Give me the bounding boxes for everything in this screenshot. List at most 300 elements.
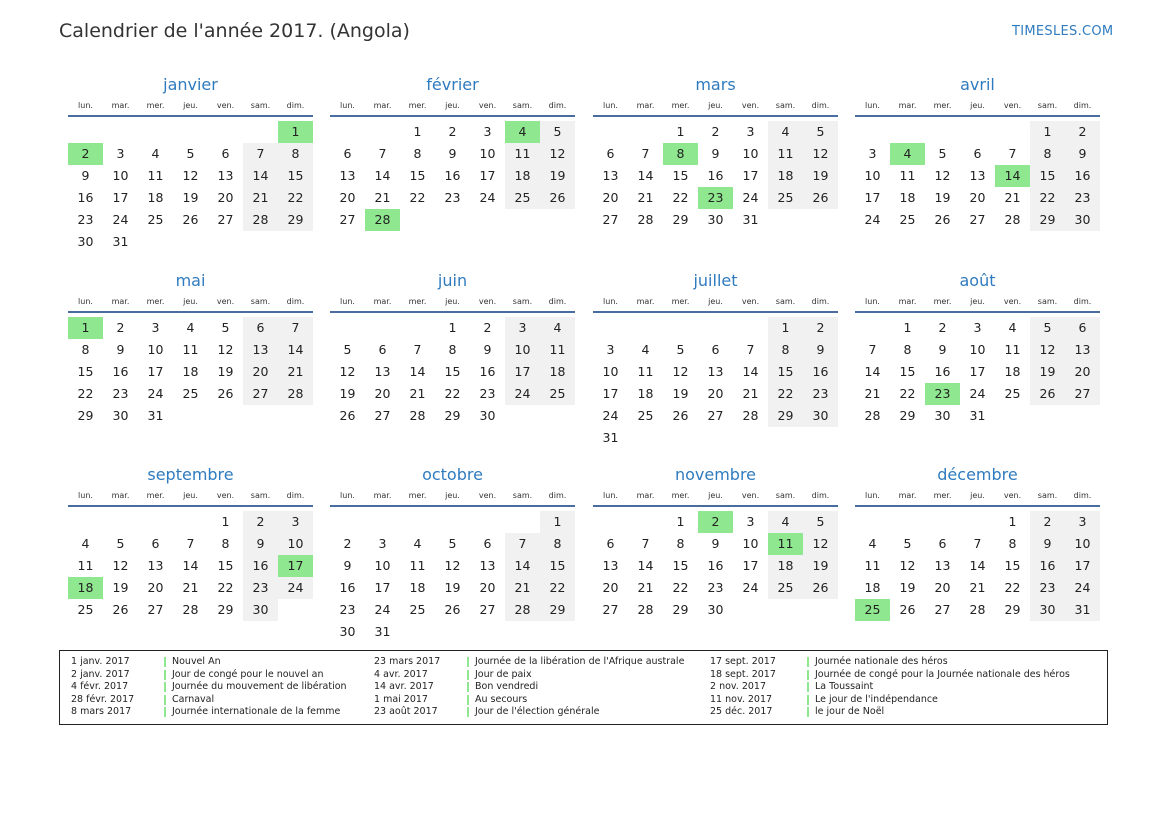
legend-holiday-name: Journée de congé pour la Journée nationale des héros (815, 668, 1070, 680)
day-cell: 22 (768, 383, 803, 405)
day-cell: 30 (1030, 599, 1065, 621)
month-2 (330, 75, 575, 260)
day-cell: 17 (479, 168, 496, 183)
month-4 (855, 75, 1100, 260)
holiday-day-cell: 1 (68, 317, 103, 339)
day-cell: 11 (505, 143, 540, 165)
day-cell: 11 (182, 342, 199, 357)
day-cell: 7 (868, 342, 877, 357)
month-6 (330, 271, 575, 456)
day-cell: 29 (217, 602, 234, 617)
day-cell: 16 (444, 168, 461, 183)
day-cell: 13 (479, 558, 496, 573)
day-cell: 6 (243, 317, 278, 339)
weekday-label: ven. (741, 101, 760, 110)
day-cell: 22 (1030, 187, 1065, 209)
day-cell: 10 (969, 342, 986, 357)
legend-date: 4 févr. 2017 (71, 681, 129, 692)
day-cell: 19 (339, 386, 356, 401)
day-cell: 6 (151, 536, 160, 551)
holiday-day-cell: 4 (505, 121, 540, 143)
day-cell: 7 (378, 146, 387, 161)
weekday-label: mer. (671, 101, 690, 110)
legend-holiday-name: Jour de l'élection générale (475, 706, 600, 717)
day-cell: 6 (343, 146, 352, 161)
day-cell: 17 (1065, 555, 1100, 577)
month-name: mars (695, 75, 736, 94)
day-cell: 27 (147, 602, 164, 617)
weekday-label: sam. (775, 491, 796, 500)
day-cell: 17 (742, 168, 759, 183)
legend-date: 18 sept. 2017 (710, 668, 776, 680)
legend-date: 28 févr. 2017 (71, 693, 135, 705)
day-cell: 26 (444, 602, 461, 617)
day-cell: 27 (602, 602, 619, 617)
day-cell: 27 (339, 212, 356, 227)
day-cell: 22 (444, 386, 461, 401)
day-cell: 19 (540, 165, 575, 187)
day-cell: 3 (505, 317, 540, 339)
day-cell: 1 (768, 317, 803, 339)
legend-date: 23 août 2017 (374, 706, 438, 717)
month-name: avril (960, 75, 995, 94)
day-cell: 31 (969, 408, 986, 423)
day-cell: 19 (217, 364, 234, 379)
day-cell: 8 (413, 146, 422, 161)
day-cell: 4 (768, 511, 803, 533)
legend-holiday-marker (164, 707, 166, 717)
day-cell: 25 (768, 577, 803, 599)
day-cell: 9 (1065, 143, 1100, 165)
day-cell: 11 (147, 168, 164, 183)
weekday-label: ven. (1003, 101, 1022, 110)
legend-date: 14 avr. 2017 (374, 681, 434, 692)
day-cell: 7 (746, 342, 755, 357)
day-cell: 8 (540, 533, 575, 555)
day-cell: 26 (112, 602, 129, 617)
day-cell: 20 (243, 361, 278, 383)
weekday-label: lun. (78, 491, 93, 500)
day-cell: 26 (217, 386, 234, 401)
holiday-day-cell: 11 (768, 533, 803, 555)
month-divider (593, 311, 838, 313)
day-cell: 6 (711, 342, 720, 357)
holiday-day-cell: 4 (890, 143, 925, 165)
day-cell: 30 (707, 602, 724, 617)
day-cell: 27 (707, 408, 724, 423)
day-cell: 1 (676, 124, 685, 139)
day-cell: 22 (672, 580, 689, 595)
weekday-label: mar. (636, 297, 655, 306)
month-1 (68, 75, 313, 260)
day-cell: 7 (243, 143, 278, 165)
month-divider (330, 115, 575, 117)
day-cell: 28 (409, 408, 426, 423)
day-cell: 4 (151, 146, 160, 161)
day-cell: 16 (934, 364, 951, 379)
day-cell: 9 (343, 558, 352, 573)
legend-holiday-name: Jour de paix (475, 668, 532, 680)
day-cell: 6 (221, 146, 230, 161)
day-cell: 2 (448, 124, 457, 139)
weekday-label: lun. (340, 297, 355, 306)
day-cell: 24 (602, 408, 619, 423)
day-cell: 17 (602, 386, 619, 401)
day-cell: 19 (934, 190, 951, 205)
legend-holiday-marker (467, 707, 469, 717)
day-cell: 8 (448, 342, 457, 357)
day-cell: 1 (540, 511, 575, 533)
day-cell: 23 (1030, 577, 1065, 599)
day-cell: 15 (1004, 558, 1021, 573)
day-cell: 29 (77, 408, 94, 423)
day-cell: 25 (768, 187, 803, 209)
page-title: Calendrier de l'année 2017. (Angola) (59, 20, 410, 42)
weekday-label: sam. (1037, 491, 1058, 500)
day-cell: 23 (77, 212, 94, 227)
day-cell: 2 (483, 320, 492, 335)
day-cell: 21 (637, 580, 654, 595)
weekday-label: dim. (286, 101, 305, 110)
day-cell: 22 (899, 386, 916, 401)
day-cell: 16 (339, 580, 356, 595)
day-cell: 29 (768, 405, 803, 427)
day-cell: 7 (413, 342, 422, 357)
legend-holiday-marker (807, 707, 809, 717)
day-cell: 4 (413, 536, 422, 551)
month-5 (68, 271, 313, 456)
weekday-label: sam. (775, 297, 796, 306)
day-cell: 25 (540, 383, 575, 405)
day-cell: 31 (112, 234, 129, 249)
day-cell: 31 (602, 430, 619, 445)
weekday-label: mer. (408, 101, 427, 110)
day-cell: 13 (602, 168, 619, 183)
day-cell: 6 (973, 146, 982, 161)
weekday-label: sam. (512, 101, 533, 110)
month-divider (855, 505, 1100, 507)
weekday-label: dim. (286, 297, 305, 306)
day-cell: 15 (1030, 165, 1065, 187)
weekday-label: dim. (548, 297, 567, 306)
weekday-label: mar. (898, 297, 917, 306)
weekday-label: dim. (1073, 297, 1092, 306)
day-cell: 30 (1065, 209, 1100, 231)
day-cell: 20 (707, 386, 724, 401)
holiday-day-cell: 25 (855, 599, 890, 621)
month-name: janvier (163, 75, 218, 94)
weekday-label: lun. (865, 297, 880, 306)
day-cell: 3 (151, 320, 160, 335)
legend-holiday-name: Nouvel An (172, 656, 221, 667)
day-cell: 2 (938, 320, 947, 335)
day-cell: 5 (803, 511, 838, 533)
legend-holiday-name: Jour de congé pour le nouvel an (172, 668, 324, 680)
day-cell: 7 (186, 536, 195, 551)
weekday-label: ven. (1003, 297, 1022, 306)
day-cell: 19 (444, 580, 461, 595)
weekday-label: jeu. (183, 491, 198, 500)
day-cell: 2 (343, 536, 352, 551)
day-cell: 17 (742, 558, 759, 573)
day-cell: 16 (707, 558, 724, 573)
day-cell: 12 (934, 168, 951, 183)
day-cell: 11 (77, 558, 94, 573)
legend-holiday-marker (467, 695, 469, 705)
day-cell: 28 (1004, 212, 1021, 227)
legend-holiday-marker (467, 657, 469, 667)
day-cell: 18 (637, 386, 654, 401)
weekday-label: sam. (250, 297, 271, 306)
day-cell: 17 (969, 364, 986, 379)
day-cell: 5 (676, 342, 685, 357)
holiday-day-cell: 14 (995, 165, 1030, 187)
day-cell: 2 (116, 320, 125, 335)
day-cell: 14 (374, 168, 391, 183)
day-cell: 6 (606, 536, 615, 551)
day-cell: 6 (483, 536, 492, 551)
day-cell: 30 (339, 624, 356, 639)
day-cell: 3 (973, 320, 982, 335)
weekday-label: lun. (78, 101, 93, 110)
month-10 (330, 465, 575, 650)
day-cell: 8 (81, 342, 90, 357)
day-cell: 12 (112, 558, 129, 573)
weekday-label: ven. (478, 297, 497, 306)
month-name: novembre (674, 465, 757, 484)
day-cell: 20 (969, 190, 986, 205)
holiday-legend (59, 650, 1108, 725)
day-cell: 13 (147, 558, 164, 573)
legend-date: 8 mars 2017 (71, 706, 132, 717)
day-cell: 31 (1065, 599, 1100, 621)
day-cell: 29 (899, 408, 916, 423)
month-8 (855, 271, 1100, 456)
day-cell: 11 (1004, 342, 1021, 357)
weekday-label: mar. (373, 297, 392, 306)
day-cell: 18 (505, 165, 540, 187)
month-9 (68, 465, 313, 650)
day-cell: 21 (243, 187, 278, 209)
day-cell: 13 (969, 168, 986, 183)
day-cell: 3 (606, 342, 615, 357)
day-cell: 22 (540, 577, 575, 599)
day-cell: 18 (147, 190, 164, 205)
weekday-label: mer. (671, 491, 690, 500)
day-cell: 26 (803, 577, 838, 599)
weekday-label: ven. (216, 491, 235, 500)
day-cell: 21 (969, 580, 986, 595)
day-cell: 12 (444, 558, 461, 573)
day-cell: 14 (409, 364, 426, 379)
weekday-label: mer. (408, 297, 427, 306)
weekday-label: mer. (146, 297, 165, 306)
day-cell: 23 (112, 386, 129, 401)
day-cell: 10 (864, 168, 881, 183)
weekday-label: sam. (250, 101, 271, 110)
month-12 (855, 465, 1100, 650)
month-name: février (426, 75, 479, 94)
month-7 (593, 271, 838, 456)
weekday-label: lun. (340, 491, 355, 500)
day-cell: 14 (243, 165, 278, 187)
day-cell: 12 (540, 143, 575, 165)
day-cell: 10 (602, 364, 619, 379)
month-name: septembre (147, 465, 234, 484)
day-cell: 28 (278, 383, 313, 405)
day-cell: 10 (742, 536, 759, 551)
day-cell: 10 (479, 146, 496, 161)
weekday-label: mer. (671, 297, 690, 306)
day-cell: 9 (711, 536, 720, 551)
month-11 (593, 465, 838, 650)
day-cell: 17 (374, 580, 391, 595)
day-cell: 12 (182, 168, 199, 183)
weekday-label: sam. (1037, 101, 1058, 110)
weekday-label: mer. (933, 491, 952, 500)
day-cell: 21 (505, 577, 540, 599)
day-cell: 6 (938, 536, 947, 551)
day-cell: 27 (374, 408, 391, 423)
day-cell: 5 (448, 536, 457, 551)
day-cell: 13 (339, 168, 356, 183)
day-cell: 13 (374, 364, 391, 379)
month-name: octobre (422, 465, 483, 484)
weekday-label: lun. (865, 101, 880, 110)
day-cell: 3 (116, 146, 125, 161)
holiday-day-cell: 23 (925, 383, 960, 405)
day-cell: 16 (112, 364, 129, 379)
day-cell: 8 (676, 536, 685, 551)
day-cell: 28 (969, 602, 986, 617)
weekday-label: lun. (340, 101, 355, 110)
day-cell: 22 (409, 190, 426, 205)
weekday-label: jeu. (970, 297, 985, 306)
day-cell: 25 (505, 187, 540, 209)
day-cell: 15 (672, 168, 689, 183)
day-cell: 22 (1004, 580, 1021, 595)
day-cell: 20 (1065, 361, 1100, 383)
day-cell: 21 (374, 190, 391, 205)
day-cell: 25 (637, 408, 654, 423)
month-divider (330, 505, 575, 507)
holiday-day-cell: 2 (68, 143, 103, 165)
weekday-label: jeu. (708, 491, 723, 500)
day-cell: 24 (742, 580, 759, 595)
weekday-label: dim. (1073, 491, 1092, 500)
weekday-label: dim. (811, 491, 830, 500)
day-cell: 28 (637, 212, 654, 227)
day-cell: 26 (1030, 383, 1065, 405)
day-cell: 28 (182, 602, 199, 617)
day-cell: 30 (243, 599, 278, 621)
day-cell: 13 (1065, 339, 1100, 361)
day-cell: 11 (899, 168, 916, 183)
day-cell: 11 (637, 364, 654, 379)
holiday-day-cell: 18 (68, 577, 103, 599)
weekday-label: jeu. (183, 101, 198, 110)
day-cell: 24 (742, 190, 759, 205)
day-cell: 16 (1065, 165, 1100, 187)
day-cell: 15 (899, 364, 916, 379)
weekday-label: dim. (548, 101, 567, 110)
day-cell: 24 (1065, 577, 1100, 599)
day-cell: 3 (746, 514, 755, 529)
weekday-label: mar. (111, 101, 130, 110)
day-cell: 15 (409, 168, 426, 183)
day-cell: 21 (278, 361, 313, 383)
day-cell: 22 (217, 580, 234, 595)
day-cell: 7 (278, 317, 313, 339)
month-divider (855, 115, 1100, 117)
day-cell: 4 (868, 536, 877, 551)
day-cell: 23 (479, 386, 496, 401)
day-cell: 23 (243, 577, 278, 599)
month-divider (68, 505, 313, 507)
day-cell: 24 (864, 212, 881, 227)
legend-holiday-marker (467, 682, 469, 692)
day-cell: 15 (768, 361, 803, 383)
day-cell: 30 (803, 405, 838, 427)
legend-date: 11 nov. 2017 (710, 693, 773, 705)
day-cell: 27 (243, 383, 278, 405)
day-cell: 21 (182, 580, 199, 595)
day-cell: 31 (742, 212, 759, 227)
day-cell: 29 (1004, 602, 1021, 617)
day-cell: 10 (278, 533, 313, 555)
weekday-label: jeu. (445, 297, 460, 306)
weekday-label: mar. (898, 491, 917, 500)
legend-holiday-name: le jour de Noël (815, 706, 885, 717)
day-cell: 2 (1030, 511, 1065, 533)
legend-date: 1 janv. 2017 (71, 656, 130, 667)
day-cell: 14 (864, 364, 881, 379)
weekday-label: mar. (373, 491, 392, 500)
day-cell: 30 (112, 408, 129, 423)
holiday-day-cell: 8 (663, 143, 698, 165)
day-cell: 5 (938, 146, 947, 161)
weekday-label: sam. (775, 101, 796, 110)
brand-link[interactable]: TIMESLES.COM (1012, 24, 1114, 39)
day-cell: 15 (278, 165, 313, 187)
weekday-label: jeu. (183, 297, 198, 306)
day-cell: 5 (343, 342, 352, 357)
day-cell: 2 (1065, 121, 1100, 143)
day-cell: 5 (540, 121, 575, 143)
day-cell: 28 (864, 408, 881, 423)
holiday-day-cell: 1 (278, 121, 313, 143)
day-cell: 14 (278, 339, 313, 361)
day-cell: 7 (641, 146, 650, 161)
day-cell: 28 (243, 209, 278, 231)
day-cell: 9 (803, 339, 838, 361)
day-cell: 2 (803, 317, 838, 339)
day-cell: 17 (147, 364, 164, 379)
weekday-label: dim. (1073, 101, 1092, 110)
day-cell: 3 (868, 146, 877, 161)
legend-holiday-marker (164, 657, 166, 667)
day-cell: 9 (711, 146, 720, 161)
day-cell: 7 (505, 533, 540, 555)
day-cell: 19 (899, 580, 916, 595)
day-cell: 4 (540, 317, 575, 339)
month-divider (68, 115, 313, 117)
day-cell: 10 (505, 339, 540, 361)
day-cell: 1 (221, 514, 230, 529)
day-cell: 27 (1065, 383, 1100, 405)
legend-holiday-marker (164, 670, 166, 680)
day-cell: 4 (768, 121, 803, 143)
